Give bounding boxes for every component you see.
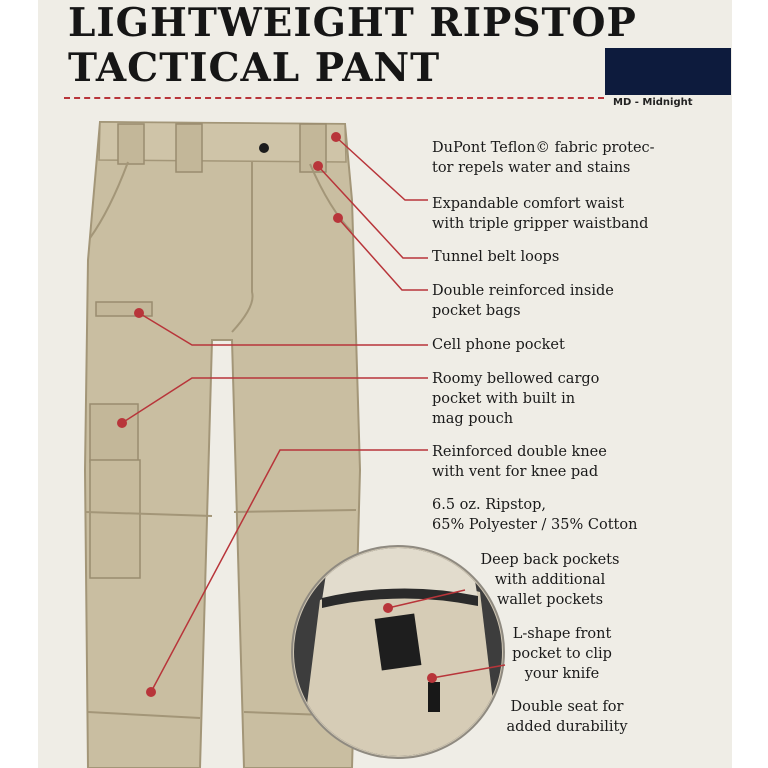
callout-dot xyxy=(117,418,127,428)
feature-front-pocket: L-shape front pocket to clip your knife xyxy=(512,626,612,682)
cargo-pocket xyxy=(90,460,140,578)
inset-clip xyxy=(428,682,440,712)
product-title-line-2: TACTICAL PANT xyxy=(68,45,441,91)
callout-dot xyxy=(134,308,144,318)
feature-double-seat: Double seat for added durability xyxy=(506,699,628,735)
product-title-line-1: LIGHTWEIGHT RIPSTOP xyxy=(68,0,637,46)
belt-loop xyxy=(118,124,144,164)
feature-fabric: 6.5 oz. Ripstop, 65% Polyester / 35% Cotton xyxy=(432,497,638,533)
feature-back-pockets: Deep back pockets with additional wallet pockets xyxy=(480,552,620,608)
callout-dot xyxy=(383,603,393,613)
feature-teflon: DuPont Teflon© fabric protec- tor repels water and stains xyxy=(432,140,655,176)
feature-pocket-bags: Double reinforced inside pocket bags xyxy=(432,283,614,319)
feature-cell-pocket: Cell phone pocket xyxy=(432,337,565,353)
feature-double-knee: Reinforced double knee with vent for knee pad xyxy=(432,444,607,480)
feature-cargo-pocket: Roomy bellowed cargo pocket with built in mag pouch xyxy=(432,371,600,427)
callout-dot xyxy=(313,161,323,171)
callout-dot xyxy=(146,687,156,697)
feature-belt-loops: Tunnel belt loops xyxy=(432,249,560,265)
color-swatch-label: MD - Midnight xyxy=(613,97,693,108)
belt-loop xyxy=(176,124,202,172)
waist-button xyxy=(259,143,269,153)
cargo-pocket-flap xyxy=(90,404,138,462)
callout-dot xyxy=(333,213,343,223)
callout-dot xyxy=(427,673,437,683)
feature-comfort-waist: Expandable comfort waist with triple gripper waistband xyxy=(432,196,649,232)
callout-dot xyxy=(331,132,341,142)
inset-back-pocket xyxy=(375,613,422,670)
